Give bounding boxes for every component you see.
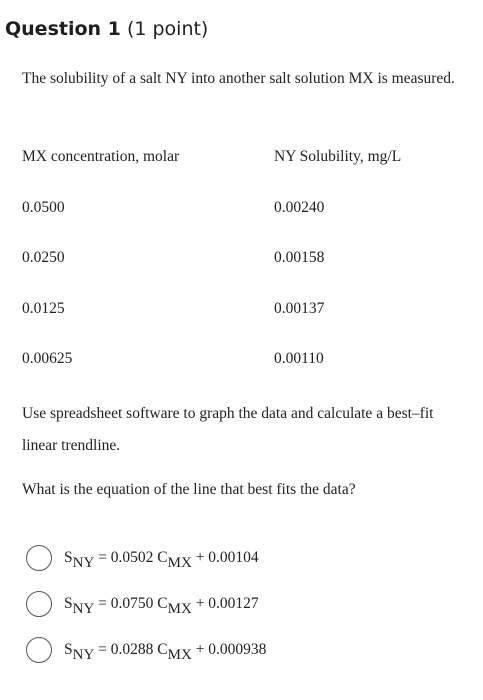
table-header-ny: NY Solubility, mg/L	[274, 148, 402, 165]
instruction-line-1: Use spreadsheet software to graph the data and calculate a best–fit	[22, 405, 434, 422]
option-equation: $S_{NY} = 0.0750$ $C_{MX} + 0.00127$	[64, 595, 259, 617]
answer-options	[26, 535, 266, 673]
question-prompt: What is the equation of the line that best fits the data?	[22, 481, 356, 498]
table-cell-ny: 0.00137	[274, 299, 325, 317]
option-equation: $S_{NY} = 0.0502$ $C_{MX} + 0.00104$	[64, 549, 259, 571]
radio-button[interactable]	[26, 591, 52, 617]
table-header-row	[22, 146, 462, 197]
question-header	[5, 18, 208, 40]
table-cell-ny: 0.00158	[274, 249, 325, 266]
table-cell-mx: 0.0250	[22, 249, 65, 266]
answer-option-3[interactable]	[26, 627, 266, 673]
table-cell-ny: 0.00110	[274, 350, 324, 367]
table-row	[22, 298, 462, 349]
table-row	[22, 247, 462, 298]
radio-button[interactable]	[26, 545, 52, 571]
question-points: (1 point)	[126, 18, 209, 40]
table-row	[22, 197, 462, 248]
question-intro: The solubility of a salt NY into another salt solution MX is measured.	[22, 70, 455, 87]
radio-button[interactable]	[26, 637, 52, 663]
question-number: Question 1	[5, 18, 121, 40]
table-cell-mx: 0.0125	[22, 299, 65, 317]
table-cell-mx: 0.0500	[22, 198, 65, 216]
question-instruction	[22, 398, 483, 462]
table-cell-ny: 0.00240	[274, 198, 325, 216]
table-header-mx: MX concentration, molar	[22, 148, 180, 165]
table-row	[22, 348, 462, 399]
answer-option-2[interactable]	[26, 581, 266, 627]
option-equation: $S_{NY} = 0.0288$ $C_{MX} + 0.000938$	[64, 641, 267, 663]
instruction-line-2: linear trendline.	[22, 437, 121, 454]
data-table	[22, 146, 462, 399]
table-cell-mx: 0.00625	[22, 350, 73, 367]
answer-option-1[interactable]	[26, 535, 266, 581]
